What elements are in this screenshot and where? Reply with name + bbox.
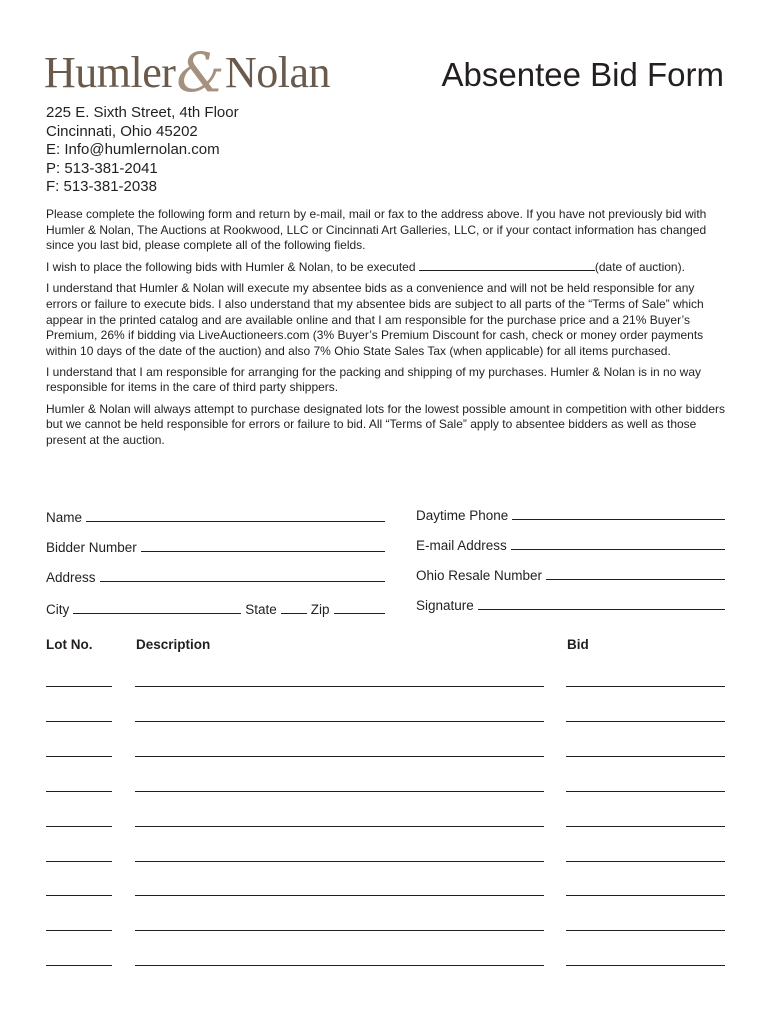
signature-label: Signature [416, 598, 474, 613]
description-line[interactable] [135, 721, 544, 722]
description-line[interactable] [135, 895, 544, 896]
state-input-line[interactable] [281, 612, 307, 614]
terms-paragraph: I understand that Humler & Nolan will execute my absentee bids as a convenience and will not be held responsible for any errors or failure to execute bids. I also understand that my absentee bids are subject to all parts of the “Terms of Sale” which appear in the printed catalog and are available online and that I am responsible for the purchase price and a 21% Buyer’s Premium, 26% if bidding via LiveAuctioneers.com (3% Buyer’s Premium Discount for cash, check or money order payments within 10 days of the date of the auction) and also 7% Ohio State Sales Tax (when applicable) for all items purchased. [46, 281, 704, 358]
daytime-phone-input-line[interactable] [512, 518, 725, 520]
lot-number-line[interactable] [46, 861, 112, 862]
name-field[interactable] [46, 510, 385, 525]
intro-paragraph: Please complete the following form and return by e-mail, mail or fax to the address above. If you have not previously bid with Humler & Nolan, The Auctions at Rookwood, LLC or Cincinnati Art Galleries, LLC, or if your contact information has changed since you last bid, please complete all of the following fields. [46, 207, 707, 253]
instructions [46, 207, 728, 454]
city-input-line[interactable] [73, 612, 241, 614]
address-input-line[interactable] [100, 580, 385, 582]
lot-number-line[interactable] [46, 686, 112, 687]
city-state-zip-field[interactable] [46, 602, 385, 617]
logo-text-right: Nolan [224, 48, 331, 97]
auction-date-paragraph [46, 259, 728, 276]
description-line[interactable] [135, 756, 544, 757]
address-phone: P: 513-381-2041 [46, 159, 158, 177]
lot-number-line[interactable] [46, 756, 112, 757]
bidding-paragraph: Humler & Nolan will always attempt to purchase designated lots for the lowest possible amount in competition with other bidders but we cannot be held responsible for errors or failure to bid. All “Terms of Sale” apply to absentee bidders as well as those present at the auction. [46, 401, 726, 447]
bidder-number-label: Bidder Number [46, 540, 137, 555]
wish-suffix: (date of auction). [594, 260, 685, 275]
resale-number-input-line[interactable] [546, 578, 725, 580]
address-fax: F: 513-381-2038 [46, 178, 157, 196]
shipping-paragraph: I understand that I am responsible for arranging for the packing and shipping of my purchases. Humler & Nolan is in no way responsible for items in the care of third party shippers. [46, 364, 702, 395]
description-line[interactable] [135, 861, 544, 862]
signature-field[interactable] [416, 598, 725, 613]
lot-number-line[interactable] [46, 721, 112, 722]
bid-amount-line[interactable] [566, 861, 725, 862]
email-field[interactable] [416, 538, 725, 553]
bidder-number-input-line[interactable] [141, 550, 385, 552]
resale-number-field[interactable] [416, 568, 725, 583]
signature-input-line[interactable] [478, 608, 725, 610]
state-label: State [245, 602, 277, 617]
email-label: E-mail Address [416, 538, 507, 553]
bidder-number-field[interactable] [46, 540, 385, 555]
name-input-line[interactable] [86, 520, 385, 522]
bid-amount-line[interactable] [566, 965, 725, 966]
bid-amount-line[interactable] [566, 930, 725, 931]
lot-number-line[interactable] [46, 965, 112, 966]
lot-number-line[interactable] [46, 826, 112, 827]
bid-amount-line[interactable] [566, 826, 725, 827]
form-title: Absentee Bid Form [441, 56, 724, 93]
wish-prefix: I wish to place the following bids with Humler & Nolan, to be executed [46, 260, 419, 275]
lot-number-line[interactable] [46, 930, 112, 931]
bid-amount-line[interactable] [566, 895, 725, 896]
address-block [46, 104, 239, 197]
bid-header: Bid [567, 637, 589, 652]
resale-number-label: Ohio Resale Number [416, 568, 543, 583]
address-street: 225 E. Sixth Street, 4th Floor [46, 104, 239, 121]
description-line[interactable] [135, 826, 544, 827]
city-label: City [46, 602, 70, 617]
description-line[interactable] [135, 930, 544, 931]
zip-input-line[interactable] [334, 612, 385, 614]
description-line[interactable] [135, 791, 544, 792]
address-label: Address [46, 570, 96, 585]
description-line[interactable] [135, 686, 544, 687]
bid-amount-line[interactable] [566, 791, 725, 792]
lot-number-header: Lot No. [46, 637, 93, 652]
zip-label: Zip [310, 602, 330, 617]
daytime-phone-field[interactable] [416, 508, 725, 523]
lot-number-line[interactable] [46, 895, 112, 896]
name-label: Name [46, 510, 83, 525]
address-field[interactable] [46, 570, 385, 585]
company-logo [44, 41, 331, 104]
description-line[interactable] [135, 965, 544, 966]
daytime-phone-label: Daytime Phone [416, 508, 509, 523]
lot-number-line[interactable] [46, 791, 112, 792]
address-email: E: Info@humlernolan.com [46, 141, 220, 159]
auction-date-field[interactable] [419, 259, 595, 271]
bid-amount-line[interactable] [566, 756, 725, 757]
bid-amount-line[interactable] [566, 721, 725, 722]
logo-ampersand: & [176, 41, 224, 104]
logo-text-left: Humler [44, 48, 176, 97]
description-header: Description [136, 637, 211, 652]
email-input-line[interactable] [511, 548, 725, 550]
bid-amount-line[interactable] [566, 686, 725, 687]
address-city: Cincinnati, Ohio 45202 [46, 122, 198, 140]
